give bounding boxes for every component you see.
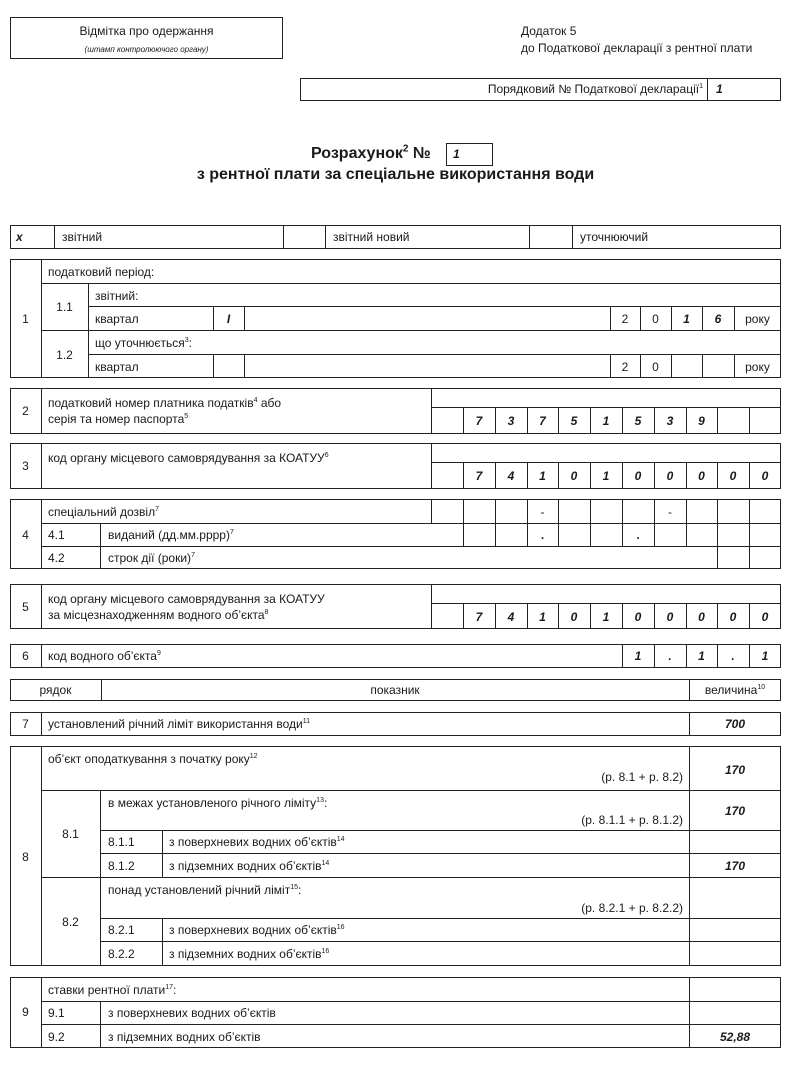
calculation-subtitle: з рентної плати за спеціальне використання води	[196, 166, 595, 183]
divider	[749, 407, 750, 434]
special-permit-label: спеціальний дозвіл$^7$	[48, 505, 159, 519]
divider	[88, 354, 781, 355]
tax-number-digit[interactable]: 9	[698, 414, 705, 428]
water-code-digit[interactable]: 1	[761, 649, 769, 663]
header-indicator: показник	[370, 683, 420, 697]
divider	[463, 499, 464, 546]
divider	[572, 225, 573, 249]
underground-rate-label: з підземних водних об’єктів	[108, 1030, 261, 1044]
divider	[100, 830, 781, 831]
issued-label: виданий (дд.мм.рррр)$^7$	[108, 528, 234, 542]
row-number-1-1: 1.1	[56, 300, 73, 314]
stamp-title: Відмітка про одержання	[79, 24, 214, 38]
divider	[431, 462, 781, 463]
divider	[283, 225, 284, 249]
row-number-8: 8	[22, 850, 29, 864]
koatuu-digit[interactable]: 7	[475, 469, 483, 483]
appendix-description: до Податкової декларації з рентної плати	[521, 41, 753, 55]
row-number-8-2-2: 8.2.2	[108, 947, 135, 961]
over-limit-label: понад установлений річний ліміт$^{15}$:	[108, 883, 302, 897]
water-koatuu-digit[interactable]: 0	[729, 610, 737, 624]
surface-water-label: з поверхневих водних об’єктів$^{14}$	[169, 835, 345, 849]
row-number-8-1-1: 8.1.1	[108, 835, 135, 849]
term-label: строк дії (роки)$^7$	[108, 551, 195, 565]
underground-water-over-label: з підземних водних об’єктів$^{16}$	[169, 947, 330, 961]
divider	[100, 1001, 101, 1048]
tax-number-digit[interactable]: 7	[539, 414, 546, 428]
passport-label: серія та номер паспорта$^5$	[48, 412, 189, 426]
water-code-digit[interactable]: 1	[698, 649, 705, 663]
water-koatuu-digit[interactable]: 1	[602, 610, 610, 624]
koatuu-digit[interactable]: 1	[539, 469, 546, 483]
quarter-label-2: квартал	[95, 360, 139, 374]
year-label: року	[745, 312, 770, 326]
divider	[529, 225, 530, 249]
divider	[41, 499, 42, 569]
year-label-2: року	[745, 360, 770, 374]
over-limit-formula: (р. 8.2.1 + р. 8.2.2)	[581, 901, 683, 915]
year-digit[interactable]: 6	[714, 312, 722, 326]
water-code-digit[interactable]: .	[731, 649, 735, 663]
water-koatuu-label: код органу місцевого самоврядування за КОАТУУ	[48, 592, 325, 606]
annual-limit-value[interactable]: 700	[724, 717, 746, 731]
water-code-digit[interactable]: .	[668, 649, 672, 663]
koatuu-digit[interactable]: 0	[570, 469, 578, 483]
calculation-number: 1	[453, 147, 460, 161]
divider	[41, 877, 781, 878]
row-number-1-2: 1.2	[56, 348, 73, 362]
year-digit[interactable]: 0	[652, 312, 659, 326]
water-koatuu-digit[interactable]: 0	[761, 610, 769, 624]
divider	[41, 546, 781, 547]
koatuu-digit[interactable]: 1	[602, 469, 610, 483]
divider	[41, 977, 42, 1048]
divider	[431, 388, 432, 434]
divider	[431, 584, 432, 629]
koatuu-digit[interactable]: 4	[507, 469, 515, 483]
row-number-1: 1	[22, 312, 29, 326]
underground-water-label: з підземних водних об’єктів$^{14}$	[169, 859, 330, 873]
within-limit-formula: (р. 8.1.1 + р. 8.1.2)	[581, 813, 683, 827]
water-koatuu-digit[interactable]: 4	[507, 610, 515, 624]
row-number-8-2: 8.2	[62, 915, 79, 929]
water-koatuu-digit[interactable]: 0	[634, 610, 642, 624]
quarter-value[interactable]: I	[226, 312, 231, 326]
divider	[100, 941, 781, 942]
divider	[41, 1024, 781, 1025]
divider	[100, 918, 781, 919]
clarified-label: що уточнюється$^3$:	[95, 336, 193, 350]
tax-number-digit[interactable]: 3	[507, 414, 515, 428]
divider	[41, 1001, 781, 1002]
permit-dash: -	[540, 505, 545, 519]
divider	[244, 306, 245, 330]
koatuu-digit[interactable]: 0	[666, 469, 674, 483]
divider	[431, 603, 781, 604]
divider	[244, 354, 245, 378]
water-koatuu-digit[interactable]: 1	[539, 610, 546, 624]
divider	[41, 330, 781, 331]
divider	[100, 523, 101, 569]
divider	[749, 499, 750, 569]
taxation-object-formula: (р. 8.1 + р. 8.2)	[601, 770, 683, 784]
declaration-number-value[interactable]: 1	[716, 82, 723, 96]
row-number-7: 7	[22, 717, 29, 731]
report-type-mark[interactable]: x	[16, 230, 23, 244]
tax-number-digit[interactable]: 5	[570, 414, 578, 428]
divider	[41, 443, 42, 489]
surface-water-over-label: з поверхневих водних об’єктів$^{16}$	[169, 923, 345, 937]
koatuu-label: код органу місцевого самоврядування за КОАТУУ$^6$	[48, 451, 329, 465]
koatuu-digit[interactable]: 0	[729, 469, 737, 483]
divider	[41, 584, 42, 629]
row-number-4: 4	[22, 528, 29, 542]
row-number-9: 9	[22, 1005, 29, 1019]
divider	[41, 388, 42, 434]
report-type-new: звітний новий	[333, 230, 410, 244]
permit-dash: -	[668, 505, 672, 519]
year2-digit[interactable]: 0	[652, 360, 659, 374]
taxation-object-label: об’єкт оподаткування з початку року$^{12}$	[48, 752, 258, 766]
surface-rate-label: з поверхневих водних об’єктів	[108, 1006, 276, 1020]
year-digit[interactable]: 2	[621, 312, 629, 326]
divider	[41, 712, 42, 736]
divider	[686, 499, 687, 546]
koatuu-digit[interactable]: 0	[698, 469, 705, 483]
water-koatuu-digit[interactable]: 0	[666, 610, 674, 624]
divider	[88, 306, 781, 307]
calculation-title: Розрахунок$^2$ №	[311, 143, 431, 162]
divider	[162, 830, 163, 877]
tax-period-label: податковий період:	[48, 265, 155, 279]
divider	[54, 225, 55, 249]
divider	[717, 499, 718, 569]
row-number-5: 5	[22, 600, 29, 614]
divider	[590, 499, 591, 546]
water-koatuu-digit[interactable]: 0	[570, 610, 578, 624]
reporting-label: звітний:	[95, 289, 139, 303]
year2-digit[interactable]: 2	[621, 360, 629, 374]
divider	[558, 499, 559, 546]
divider	[671, 354, 672, 378]
appendix-number: Додаток 5	[521, 24, 577, 38]
within-limit-value[interactable]: 170	[724, 804, 746, 818]
divider	[213, 354, 214, 378]
water-koatuu-digit[interactable]: 7	[475, 610, 483, 624]
quarter-label: квартал	[95, 312, 139, 326]
divider	[431, 407, 781, 408]
row-number-8-1: 8.1	[62, 827, 79, 841]
rates-label: ставки рентної плати$^{17}$:	[48, 983, 177, 997]
divider	[41, 790, 781, 791]
divider	[431, 443, 432, 489]
tax-number-digit[interactable]: 1	[602, 414, 610, 428]
row-number-9-2: 9.2	[48, 1030, 65, 1044]
row-number-3: 3	[22, 459, 29, 473]
divider	[100, 853, 781, 854]
divider	[41, 644, 42, 668]
row-number-4-1: 4.1	[48, 528, 65, 542]
annual-limit-label: установлений річний ліміт використання води$^{11}$	[48, 717, 310, 731]
water-code-label: код водного об’єкта$^9$	[48, 649, 161, 663]
koatuu-digit[interactable]: 0	[761, 469, 769, 483]
divider	[162, 918, 163, 966]
report-type-reporting: звітний	[62, 230, 103, 244]
divider	[702, 354, 703, 378]
water-koatuu-digit[interactable]: 0	[698, 610, 705, 624]
tax-number-label: податковий номер платника податків$^4$ або	[48, 396, 282, 410]
divider	[431, 499, 432, 523]
divider	[41, 283, 781, 284]
row-number-9-1: 9.1	[48, 1006, 65, 1020]
divider	[100, 790, 101, 966]
declaration-number-label: Порядковий № Податкової декларації$^1$	[487, 82, 703, 96]
taxation-object-value[interactable]: 170	[724, 763, 746, 777]
divider	[495, 499, 496, 546]
row-number-4-2: 4.2	[48, 551, 65, 565]
divider	[707, 78, 708, 101]
tax-number-digit[interactable]: 7	[475, 414, 483, 428]
divider	[717, 407, 718, 434]
row-number-8-1-2: 8.1.2	[108, 859, 135, 873]
row-number-6: 6	[22, 649, 29, 663]
tax-number-digit[interactable]: 3	[666, 414, 674, 428]
divider	[689, 746, 690, 966]
divider	[41, 523, 781, 524]
report-type-clarifying: уточнюючий	[580, 230, 649, 244]
stamp-subtitle: (штамп контролюючого органу)	[84, 45, 209, 54]
year-digit[interactable]: 1	[683, 312, 690, 326]
divider	[41, 746, 42, 966]
koatuu-digit[interactable]: 0	[634, 469, 642, 483]
underground-rate-value[interactable]: 52,88	[719, 1030, 751, 1044]
divider	[325, 225, 326, 249]
within-limit-label: в межах установленого річного ліміту$^{13}$:	[108, 796, 328, 810]
date-dot: .	[540, 528, 545, 542]
tax-number-digit[interactable]: 5	[634, 414, 642, 428]
header-row: рядок	[39, 683, 72, 697]
row-number-2: 2	[22, 404, 29, 418]
header-value: величина$^{10}$	[704, 683, 766, 697]
date-dot: .	[636, 528, 640, 542]
water-code-digit[interactable]: 1	[634, 649, 642, 663]
row-number-8-2-1: 8.2.1	[108, 923, 135, 937]
water-location-label: за місцезнаходженням водного об’єкта$^8$	[48, 608, 269, 622]
underground-water-value[interactable]: 170	[724, 859, 746, 873]
